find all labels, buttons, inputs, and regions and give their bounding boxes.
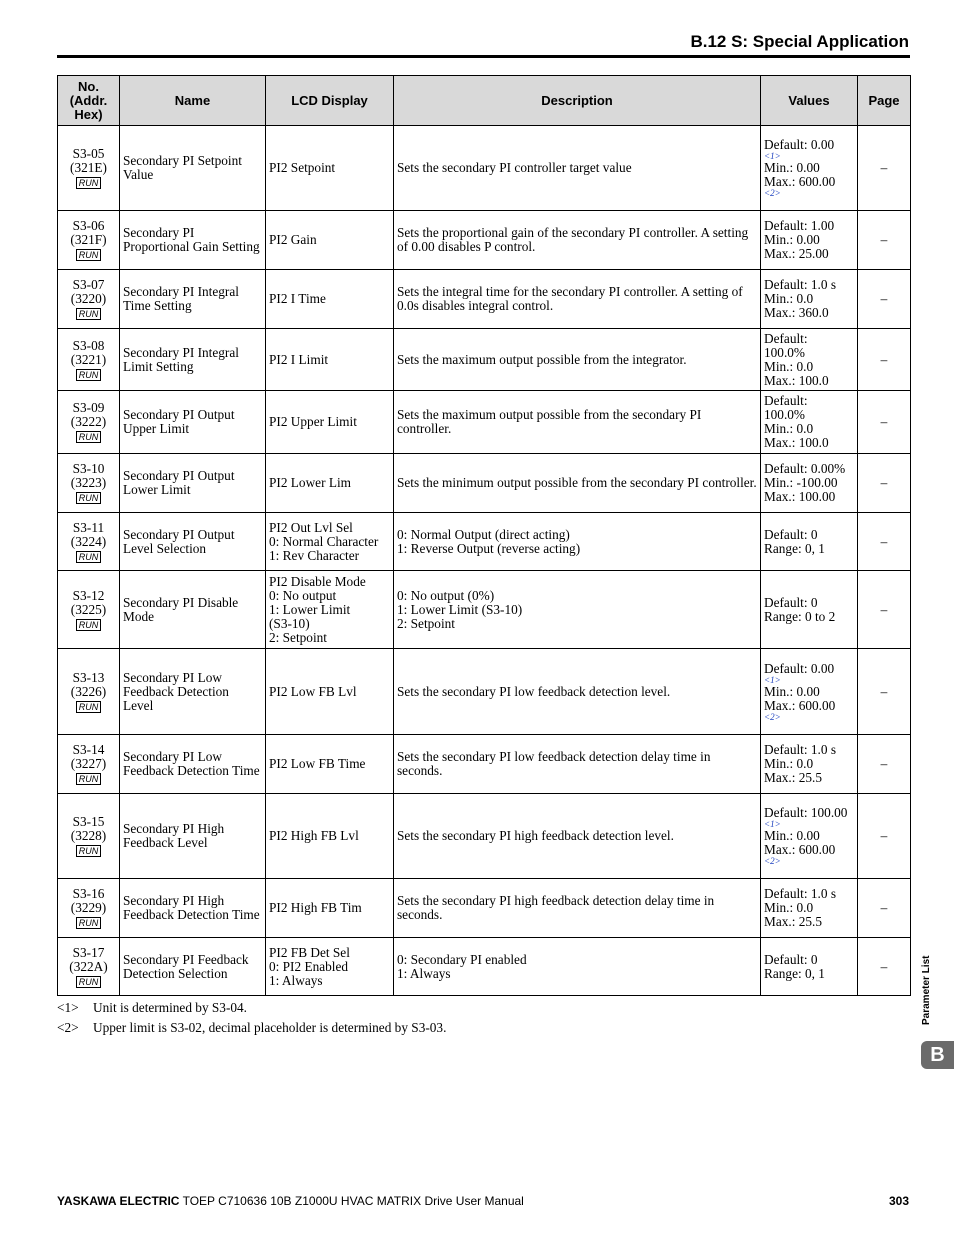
param-address: (322A): [69, 958, 108, 974]
value-line: Min.: 0.0: [764, 421, 814, 436]
side-tab-label: Parameter List: [921, 955, 932, 1025]
param-number: S3-09: [72, 400, 105, 415]
values-cell: [761, 879, 858, 938]
values-cell: [761, 735, 858, 794]
table-row: [58, 211, 911, 270]
value-line: Default: 0: [764, 526, 818, 542]
value-line: Default: 100.00: [764, 805, 848, 820]
param-name: Secondary PI Proportional Gain Setting: [120, 211, 266, 270]
value-line: Max.: 100.0: [764, 435, 829, 450]
param-number-cell: [58, 879, 120, 938]
parameter-table: [57, 75, 911, 996]
description: Sets the secondary PI high feedback detection delay time in seconds.: [394, 879, 761, 938]
param-number: S3-12: [72, 587, 105, 603]
page-ref: –: [858, 735, 911, 794]
value-line: Min.: -100.00: [764, 475, 838, 490]
run-badge: RUN: [76, 976, 102, 988]
param-number: S3-13: [72, 669, 105, 685]
values-cell: [761, 391, 858, 454]
run-badge: RUN: [76, 701, 102, 713]
lcd-display: PI2 Disable Mode 0: No output 1: Lower Limit (S3-10) 2: Setpoint: [266, 571, 394, 649]
value-line: Max.: 25.00: [764, 246, 829, 261]
lcd-display: PI2 Low FB Time: [266, 735, 394, 794]
values-cell: [761, 649, 858, 735]
description: 0: Normal Output (direct acting) 1: Reverse Output (reverse acting): [394, 513, 761, 571]
table-row: [58, 126, 911, 211]
page-ref: –: [858, 270, 911, 329]
param-name: Secondary PI Output Upper Limit: [120, 391, 266, 454]
param-name: Secondary PI Disable Mode: [120, 571, 266, 649]
lcd-display: PI2 High FB Lvl: [266, 794, 394, 879]
description: Sets the secondary PI high feedback detection level.: [394, 794, 761, 879]
description: Sets the maximum output possible from the integrator.: [394, 329, 761, 391]
values-cell: [761, 329, 858, 391]
param-number-cell: [58, 649, 120, 735]
table-row: [58, 649, 911, 735]
param-address: (3225): [70, 601, 107, 617]
footnote-text: Unit is determined by S3-04.: [93, 1000, 248, 1015]
param-name: Secondary PI Low Feedback Detection Level: [120, 649, 266, 735]
value-line: Max.: 25.5: [764, 770, 822, 785]
values-cell: [761, 454, 858, 513]
values-cell: [761, 571, 858, 649]
value-line: Max.: 25.5: [764, 914, 822, 929]
description: 0: No output (0%) 1: Lower Limit (S3-10) 2: Setpoint: [394, 571, 761, 649]
lcd-display: PI2 Lower Lim: [266, 454, 394, 513]
run-badge: RUN: [76, 177, 102, 189]
param-address: (3222): [70, 414, 107, 429]
param-address: (321F): [70, 232, 107, 247]
param-address: (3228): [70, 828, 107, 843]
value-line: Default: 1.00: [764, 218, 835, 233]
param-number-cell: [58, 211, 120, 270]
value-line: Min.: 0.0: [764, 358, 814, 374]
col-header-description: Description: [394, 76, 761, 126]
run-badge: RUN: [76, 773, 102, 785]
value-line: Default: 0.00: [764, 660, 835, 676]
param-name: Secondary PI Setpoint Value: [120, 126, 266, 211]
run-badge: RUN: [76, 845, 102, 857]
value-line: Default: 0.00%: [764, 461, 846, 476]
param-address: (3221): [70, 351, 107, 367]
description: Sets the secondary PI low feedback detection level.: [394, 649, 761, 735]
footnote-text: Upper limit is S3-02, decimal placeholder is determined by S3-03.: [93, 1020, 447, 1035]
param-address: (3227): [70, 756, 107, 771]
col-header-values: Values: [761, 76, 858, 126]
lcd-display: PI2 Out Lvl Sel 0: Normal Character 1: Rev Character: [266, 513, 394, 571]
param-number-cell: [58, 126, 120, 211]
run-badge: RUN: [76, 551, 102, 563]
description: Sets the maximum output possible from the secondary PI controller.: [394, 391, 761, 454]
values-cell: [761, 270, 858, 329]
value-line: Min.: 0.0: [764, 291, 814, 306]
footnote-ref: <1>: [764, 819, 781, 829]
value-line: Min.: 0.00: [764, 828, 820, 843]
param-number: S3-05: [72, 146, 105, 161]
lcd-display: PI2 Low FB Lvl: [266, 649, 394, 735]
col-header-no: No. (Addr. Hex): [58, 76, 120, 126]
page-ref: –: [858, 879, 911, 938]
param-number-cell: [58, 571, 120, 649]
value-line: Min.: 0.00: [764, 683, 820, 699]
value-line: Default:: [764, 330, 808, 346]
param-number: S3-08: [72, 337, 105, 353]
values-cell: [761, 938, 858, 996]
header-rule: [57, 55, 910, 58]
param-name: Secondary PI Integral Limit Setting: [120, 329, 266, 391]
page-ref: –: [858, 329, 911, 391]
param-name: Secondary PI High Feedback Level: [120, 794, 266, 879]
lcd-display: PI2 Gain: [266, 211, 394, 270]
description: 0: Secondary PI enabled 1: Always: [394, 938, 761, 996]
param-address: (3220): [70, 291, 107, 306]
page-ref: –: [858, 126, 911, 211]
page-ref: –: [858, 938, 911, 996]
value-line: Default: 0: [764, 951, 818, 967]
values-cell: [761, 126, 858, 211]
table-row: [58, 270, 911, 329]
param-name: Secondary PI Low Feedback Detection Time: [120, 735, 266, 794]
value-line: Max.: 600.00: [764, 697, 836, 713]
table-row: [58, 454, 911, 513]
description: Sets the integral time for the secondary PI controller. A setting of 0.0s disables integral control.: [394, 270, 761, 329]
description: Sets the secondary PI low feedback detection delay time in seconds.: [394, 735, 761, 794]
value-line: Range: 0, 1: [764, 540, 825, 556]
values-cell: [761, 211, 858, 270]
param-address: (3224): [70, 533, 107, 549]
param-number-cell: [58, 794, 120, 879]
table-row: [58, 571, 911, 649]
value-line: Min.: 0.0: [764, 900, 814, 915]
run-badge: RUN: [76, 431, 102, 443]
param-name: Secondary PI High Feedback Detection Time: [120, 879, 266, 938]
run-badge: RUN: [76, 917, 102, 929]
value-line: Default: 1.0 s: [764, 277, 837, 292]
footer-manual: TOEP C710636 10B Z1000U HVAC MATRIX Drive User Manual: [179, 1194, 524, 1208]
value-line: Max.: 600.00: [764, 174, 836, 189]
run-badge: RUN: [76, 249, 102, 261]
col-header-lcd: LCD Display: [266, 76, 394, 126]
value-line: Default: 0: [764, 594, 818, 610]
param-number-cell: [58, 329, 120, 391]
value-line: Default: 0.00: [764, 137, 835, 152]
table-row: [58, 794, 911, 879]
value-line: 100.0%: [764, 344, 805, 360]
footnote-mark: <1>: [57, 1000, 79, 1015]
param-number-cell: [58, 270, 120, 329]
lcd-display: PI2 Setpoint: [266, 126, 394, 211]
table-row: [58, 938, 911, 996]
footnote-ref: <2>: [764, 711, 781, 722]
param-name: Secondary PI Feedback Detection Selection: [120, 938, 266, 996]
run-badge: RUN: [76, 492, 102, 504]
page-ref: –: [858, 571, 911, 649]
value-line: Range: 0 to 2: [764, 608, 836, 624]
footnote: [57, 999, 446, 1019]
footer-brand: YASKAWA ELECTRIC: [57, 1194, 180, 1208]
value-line: Default: 1.0 s: [764, 886, 837, 901]
footnote-ref: <2>: [764, 856, 781, 866]
value-line: Min.: 0.00: [764, 232, 820, 247]
values-cell: [761, 794, 858, 879]
param-number-cell: [58, 391, 120, 454]
footer-manual-title: [57, 1194, 524, 1208]
run-badge: RUN: [76, 369, 102, 381]
lcd-display: PI2 Upper Limit: [266, 391, 394, 454]
param-number: S3-16: [72, 886, 105, 901]
run-badge: RUN: [76, 308, 102, 320]
table-row: [58, 879, 911, 938]
param-number: S3-14: [72, 742, 105, 757]
col-header-page: Page: [858, 76, 911, 126]
description: Sets the secondary PI controller target value: [394, 126, 761, 211]
page-ref: –: [858, 649, 911, 735]
param-number: S3-10: [72, 461, 105, 476]
footnotes: [57, 999, 446, 1039]
param-number: S3-17: [72, 944, 105, 960]
value-line: Min.: 0.00: [764, 160, 820, 175]
table-row: [58, 735, 911, 794]
param-name: Secondary PI Integral Time Setting: [120, 270, 266, 329]
section-title: B.12 S: Special Application: [690, 32, 909, 51]
parameter-table-body: [58, 126, 911, 996]
param-address: (3229): [70, 900, 107, 915]
value-line: Max.: 360.0: [764, 305, 829, 320]
param-number: S3-15: [72, 814, 105, 829]
param-number-cell: [58, 513, 120, 571]
section-tab-letter: B: [921, 1041, 954, 1069]
page-ref: –: [858, 794, 911, 879]
value-line: Default:: [764, 393, 808, 408]
param-name: Secondary PI Output Lower Limit: [120, 454, 266, 513]
value-line: Max.: 100.00: [764, 489, 836, 504]
param-number-cell: [58, 735, 120, 794]
description: Sets the proportional gain of the secondary PI controller. A setting of 0.00 disables P control.: [394, 211, 761, 270]
footnote-mark: <2>: [57, 1020, 79, 1035]
lcd-display: PI2 FB Det Sel 0: PI2 Enabled 1: Always: [266, 938, 394, 996]
run-badge: RUN: [76, 619, 102, 631]
page-ref: –: [858, 513, 911, 571]
lcd-display: PI2 I Time: [266, 270, 394, 329]
value-line: Min.: 0.0: [764, 756, 814, 771]
table-header-row: [58, 76, 911, 126]
lcd-display: PI2 High FB Tim: [266, 879, 394, 938]
param-number-cell: [58, 454, 120, 513]
footnote: [57, 1019, 446, 1039]
values-cell: [761, 513, 858, 571]
param-address: (3226): [70, 683, 107, 699]
value-line: 100.0%: [764, 407, 805, 422]
table-row: [58, 391, 911, 454]
footnote-ref: <1>: [764, 151, 781, 161]
param-number: S3-07: [72, 277, 105, 292]
footnote-ref: <2>: [764, 188, 781, 198]
footnote-ref: <1>: [764, 674, 781, 685]
value-line: Default: 1.0 s: [764, 742, 837, 757]
page-ref: –: [858, 391, 911, 454]
param-number-cell: [58, 938, 120, 996]
param-name: Secondary PI Output Level Selection: [120, 513, 266, 571]
page-ref: –: [858, 454, 911, 513]
table-row: [58, 513, 911, 571]
col-header-name: Name: [120, 76, 266, 126]
page-ref: –: [858, 211, 911, 270]
page-number: 303: [888, 1194, 909, 1208]
param-address: (321E): [70, 160, 107, 175]
description: Sets the minimum output possible from the secondary PI controller.: [394, 454, 761, 513]
param-number: S3-11: [72, 519, 105, 535]
param-address: (3223): [70, 475, 107, 490]
value-line: Max.: 100.0: [764, 372, 829, 388]
table-row: [58, 329, 911, 391]
value-line: Range: 0, 1: [764, 965, 825, 981]
lcd-display: PI2 I Limit: [266, 329, 394, 391]
value-line: Max.: 600.00: [764, 842, 836, 857]
param-number: S3-06: [72, 218, 105, 233]
